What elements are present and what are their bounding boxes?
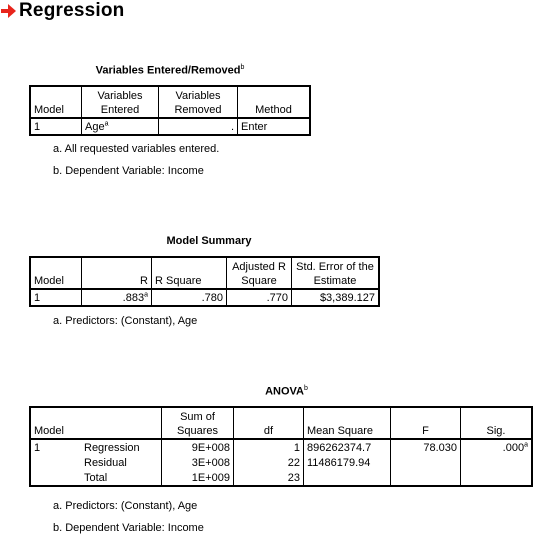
cell-ss: 3E+008 — [162, 455, 234, 470]
cell-model: 1 — [30, 439, 81, 455]
cell-ss: 1E+009 — [162, 470, 234, 486]
cell-sig — [461, 455, 533, 470]
table-row — [30, 470, 532, 486]
table-row — [30, 455, 532, 470]
cell-ms: 11486179.94 — [304, 455, 391, 470]
cell-df: 23 — [234, 470, 304, 486]
footnote: b. Dependent Variable: Income — [53, 165, 204, 177]
page-title: Regression — [19, 0, 125, 21]
cell-sig: .000$^a$ — [461, 439, 533, 455]
cell-model: 1 — [30, 289, 82, 306]
arrow-right-icon — [0, 1, 17, 21]
col-header-blank — [81, 407, 162, 439]
col-header: Std. Error of the Estimate — [292, 257, 380, 289]
cell-r-square: .780 — [152, 289, 227, 306]
cell-adj-r-square: .770 — [227, 289, 292, 306]
col-header: Sum of Squares — [162, 407, 234, 439]
footnote: a. All requested variables entered. — [53, 143, 220, 155]
col-header: Model — [30, 86, 82, 118]
cell-model — [30, 470, 81, 486]
col-header: df — [234, 407, 304, 439]
cell-f — [391, 470, 461, 486]
cell-ss: 9E+008 — [162, 439, 234, 455]
vars-entered-table — [29, 85, 311, 136]
cell-ms — [304, 470, 391, 486]
col-header: F — [391, 407, 461, 439]
cell-entered: Age$^a$ — [82, 118, 159, 135]
col-header: Variables Removed — [159, 86, 238, 118]
cell-source: Residual — [81, 455, 162, 470]
footnote: a. Predictors: (Constant), Age — [53, 315, 198, 327]
cell-df: 22 — [234, 455, 304, 470]
cell-f: 78.030 — [391, 439, 461, 455]
cell-ms: 896262374.7 — [304, 439, 391, 455]
model-summary-title: Model Summary — [166, 235, 252, 247]
cell-r: .883$^a$ — [82, 289, 152, 306]
col-header: R Square — [152, 257, 227, 289]
vars-table-title: Variables Entered/Removed$^b$ — [95, 64, 245, 77]
cell-f — [391, 455, 461, 470]
col-header: Mean Square — [304, 407, 391, 439]
cell-model — [30, 455, 81, 470]
col-header: Method — [238, 86, 311, 118]
col-header: Adjusted R Square — [227, 257, 292, 289]
section-heading — [0, 0, 124, 22]
table-row — [30, 118, 310, 135]
cell-model: 1 — [30, 118, 82, 135]
table-row — [30, 289, 379, 306]
model-summary-table — [29, 256, 380, 307]
col-header: Sig. — [461, 407, 533, 439]
footnote: b. Dependent Variable: Income — [53, 522, 204, 534]
col-header: Model — [30, 407, 81, 439]
footnote: a. Predictors: (Constant), Age — [53, 500, 198, 512]
cell-sig — [461, 470, 533, 486]
col-header: Variables Entered — [82, 86, 159, 118]
cell-std-error: $3,389.127 — [292, 289, 380, 306]
table-row — [30, 439, 532, 455]
cell-method: Enter — [238, 118, 311, 135]
cell-source: Regression — [81, 439, 162, 455]
anova-table — [29, 406, 533, 487]
col-header: Model — [30, 257, 82, 289]
col-header: R — [82, 257, 152, 289]
cell-source: Total — [81, 470, 162, 486]
cell-removed: . — [159, 118, 238, 135]
anova-title: ANOVA$^b$ — [265, 385, 308, 398]
cell-df: 1 — [234, 439, 304, 455]
